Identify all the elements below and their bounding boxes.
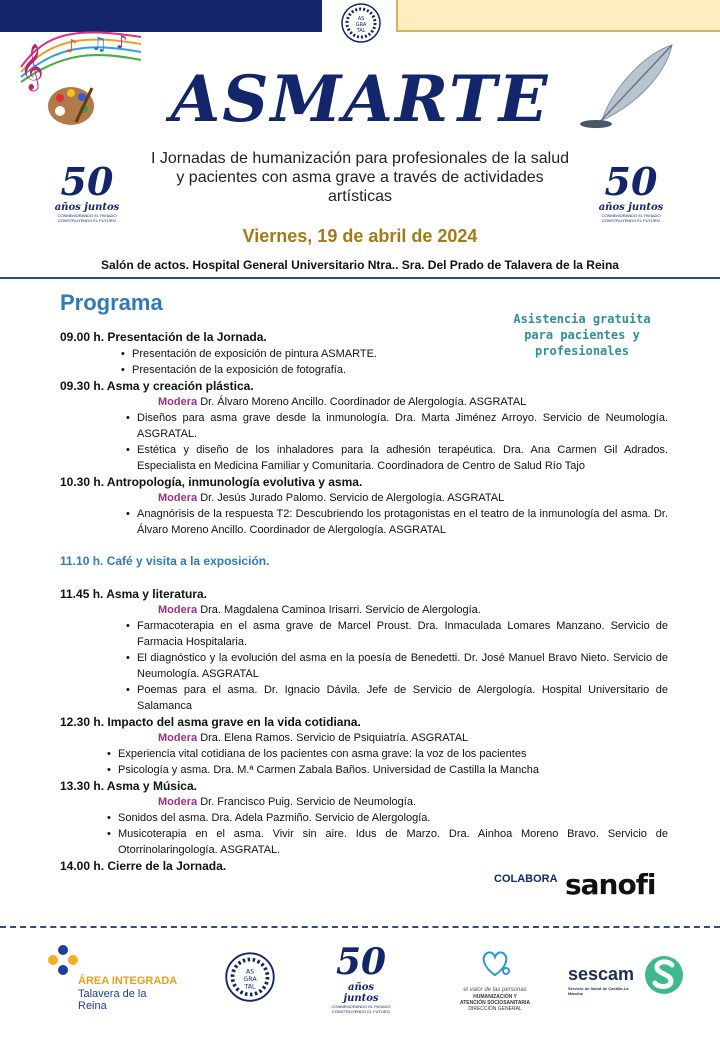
- sanofi-logo: sanofi: [565, 868, 656, 901]
- moderator-label: Modera: [158, 604, 198, 616]
- moderator-name: Dra. Magdalena Caminoa Irisarri. Servicio de Alergología.: [200, 604, 481, 616]
- moderator-label: Modera: [158, 732, 198, 744]
- coffee-break: 11.10 h. Café y visita a la exposición.: [60, 554, 270, 568]
- fifty-small-1: CONMEMORANDO EL PASADO: [57, 213, 117, 218]
- fifty-years-logo-left: [54, 159, 120, 232]
- fifty-tagline: años juntos: [598, 202, 664, 213]
- session-heading: 13.30 h. Asma y Música.: [60, 779, 197, 793]
- session-items: [118, 746, 668, 778]
- fifty-small-2: CONSTRUYENDO EL FUTURO: [332, 1009, 390, 1014]
- sescam-sub: Servicio de Salud de Castilla-La Mancha: [568, 986, 629, 996]
- moderator-line: [158, 395, 668, 410]
- list-item: • Presentación de exposición de pintura ASMARTE.: [132, 346, 668, 362]
- session-heading: 14.00 h. Cierre de la Jornada.: [60, 859, 227, 873]
- fifty-tagline: años juntos: [54, 202, 120, 213]
- svg-text:TAL: TAL: [244, 983, 256, 991]
- stethoscope-heart-icon: [477, 945, 513, 981]
- svg-text:♫: ♫: [91, 34, 108, 55]
- sescam-s-icon: [644, 950, 684, 1000]
- session-items: [118, 810, 668, 858]
- paint-palette-icon: [46, 82, 96, 128]
- session-items: [137, 410, 668, 474]
- humanizacion-logo: [440, 945, 550, 1015]
- humanizacion-line-1: el valor de las personas: [463, 987, 527, 993]
- fifty-number: 50: [604, 159, 658, 204]
- fifty-number: 50: [60, 159, 114, 204]
- fifty-number: 50: [335, 941, 387, 983]
- list-item: • Sonidos del asma. Dra. Adela Pazmiño. Servicio de Alergología.: [118, 810, 668, 826]
- asgratal-seal-logo: [341, 3, 381, 43]
- session-heading: 10.30 h. Antropología, inmunología evolutiva y asma.: [60, 475, 363, 489]
- area-integrada-logo: [48, 945, 178, 1012]
- sescam-name: sescam: [568, 964, 635, 984]
- moderator-line: [158, 603, 668, 618]
- fifty-small-1: CONMEMORANDO EL PASADO: [601, 213, 661, 218]
- list-item: • Anagnórisis de la respuesta T2: Descubriendo los protagonistas en el teatro de la inmunología del asma. Dr. Álvaro Moreno Ancillo. Coordinador de Alergología. ASGRATAL: [137, 506, 668, 538]
- event-subtitle: I Jornadas de humanización para profesionales de la salud y pacientes con asma grave a través de actividades artísticas: [150, 150, 570, 205]
- top-bar-right: [396, 0, 720, 32]
- fifty-small-2: CONSTRUYENDO EL FUTURO: [602, 218, 660, 223]
- moderator-line: [158, 731, 668, 746]
- list-item: • Diseños para asma grave desde la inmunología. Dra. Marta Jiménez Arroyo. Servicio de Neumología. ASGRATAL.: [137, 410, 668, 442]
- humanizacion-line-4: DIRECCIÓN GENERAL: [468, 1006, 522, 1012]
- session-heading: 12.30 h. Impacto del asma grave en la vida cotidiana.: [60, 715, 361, 729]
- session-heading: 09.00 h. Presentación de la Jornada.: [60, 330, 267, 344]
- session-items: [137, 506, 668, 538]
- moderator-label: Modera: [158, 492, 198, 504]
- area-integrada-dots-icon: [48, 945, 78, 975]
- asgratal-seal-footer-logo: [225, 952, 275, 1002]
- event-venue: Salón de actos. Hospital General Universitario Ntra.. Sra. Del Prado de Talavera de la Reina: [101, 258, 619, 272]
- sescam-logo: [568, 950, 688, 1004]
- fifty-years-logo-right: [598, 159, 664, 232]
- free-attendance-note: Asistencia gratuita para pacientes y profesionales: [513, 312, 651, 358]
- svg-text:♪: ♪: [116, 32, 128, 53]
- fifty-years-footer-logo: [330, 942, 392, 1018]
- moderator-line: [158, 491, 668, 506]
- svg-text:AS: AS: [357, 16, 365, 22]
- program-content: [60, 329, 668, 875]
- svg-text:AS: AS: [245, 968, 255, 976]
- event-title: ASMARTE: [170, 62, 550, 137]
- footer-divider: [0, 926, 720, 928]
- fifty-tagline: años juntos: [343, 982, 379, 1004]
- divider: [0, 277, 720, 279]
- svg-text:TAL: TAL: [356, 28, 366, 34]
- moderator-name: Dr. Álvaro Moreno Ancillo. Coordinador de Alergología. ASGRATAL: [200, 396, 527, 408]
- list-item: • Poemas para el asma. Dr. Ignacio Dávila. Jefe de Servicio de Alergología. Hospital Universitario de Salamanca: [137, 682, 668, 714]
- moderator-name: Dra. Elena Ramos. Servicio de Psiquiatría. ASGRATAL: [200, 732, 469, 744]
- sponsor-label: COLABORA: [494, 873, 558, 885]
- session-heading: 09.30 h. Asma y creación plástica.: [60, 379, 254, 393]
- svg-text:GRA: GRA: [355, 22, 367, 28]
- list-item: • Estética y diseño de los inhaladores para la adhesión terapéutica. Dra. Ana Carmen Gil Adrados. Especialista en Medicina Familiar y Comunitaria. Coordinadora de Centro de Salud Río Tajo: [137, 442, 668, 474]
- moderator-name: Dr. Francisco Puig. Servicio de Neumología.: [200, 796, 417, 808]
- event-date: Viernes, 19 de abril de 2024: [242, 226, 478, 246]
- list-item: • Experiencia vital cotidiana de los pacientes con asma grave: la voz de los pacientes: [118, 746, 668, 762]
- moderator-name: Dr. Jesús Jurado Palomo. Servicio de Alergología. ASGRATAL: [200, 492, 505, 504]
- list-item: • Farmacoterapia en el asma grave de Marcel Proust. Dra. Inmaculada Lomares Manzano. Servicio de Farmacia Hospitalaria.: [137, 618, 668, 650]
- session-heading: 11.45 h. Asma y literatura.: [60, 587, 207, 601]
- moderator-label: Modera: [158, 396, 198, 408]
- session-items: [137, 618, 668, 714]
- session-items: [132, 346, 668, 378]
- svg-text:𝄞: 𝄞: [20, 44, 44, 90]
- moderator-line: [158, 795, 668, 810]
- list-item: • Musicoterapia en el asma. Vivir sin aire. Idus de Marzo. Dra. Ainhoa Moreno Bravo. Servicio de Otorrinolaringología. ASGRATAL.: [118, 826, 668, 858]
- humanizacion-line-2: HUMANIZACIÓN Y: [473, 994, 517, 1000]
- svg-text:GRA: GRA: [243, 975, 257, 983]
- humanizacion-line-3: ATENCIÓN SOCIOSANITARIA: [459, 1000, 531, 1006]
- fifty-small-1: CONMEMORANDO EL PASADO: [331, 1004, 391, 1009]
- list-item: • Presentación de la exposición de fotografía.: [132, 362, 668, 378]
- svg-text:♪: ♪: [66, 36, 78, 57]
- programa-heading: Programa: [60, 290, 163, 315]
- area-line-2: Talavera de la Reina: [78, 988, 147, 1012]
- list-item: • Psicología y asma. Dra. M.ª Carmen Zabala Baños. Universidad de Castilla la Mancha: [118, 762, 668, 778]
- area-line-1: ÁREA INTEGRADA: [78, 975, 178, 987]
- list-item: • El diagnóstico y la evolución del asma en la poesía de Benedetti. Dr. José Manuel Bravo Nieto. Servicio de Neumología. ASGRATAL: [137, 650, 668, 682]
- moderator-label: Modera: [158, 796, 198, 808]
- fifty-small-2: CONSTRUYENDO EL FUTURO: [58, 218, 116, 223]
- quill-pen-icon: [572, 40, 682, 132]
